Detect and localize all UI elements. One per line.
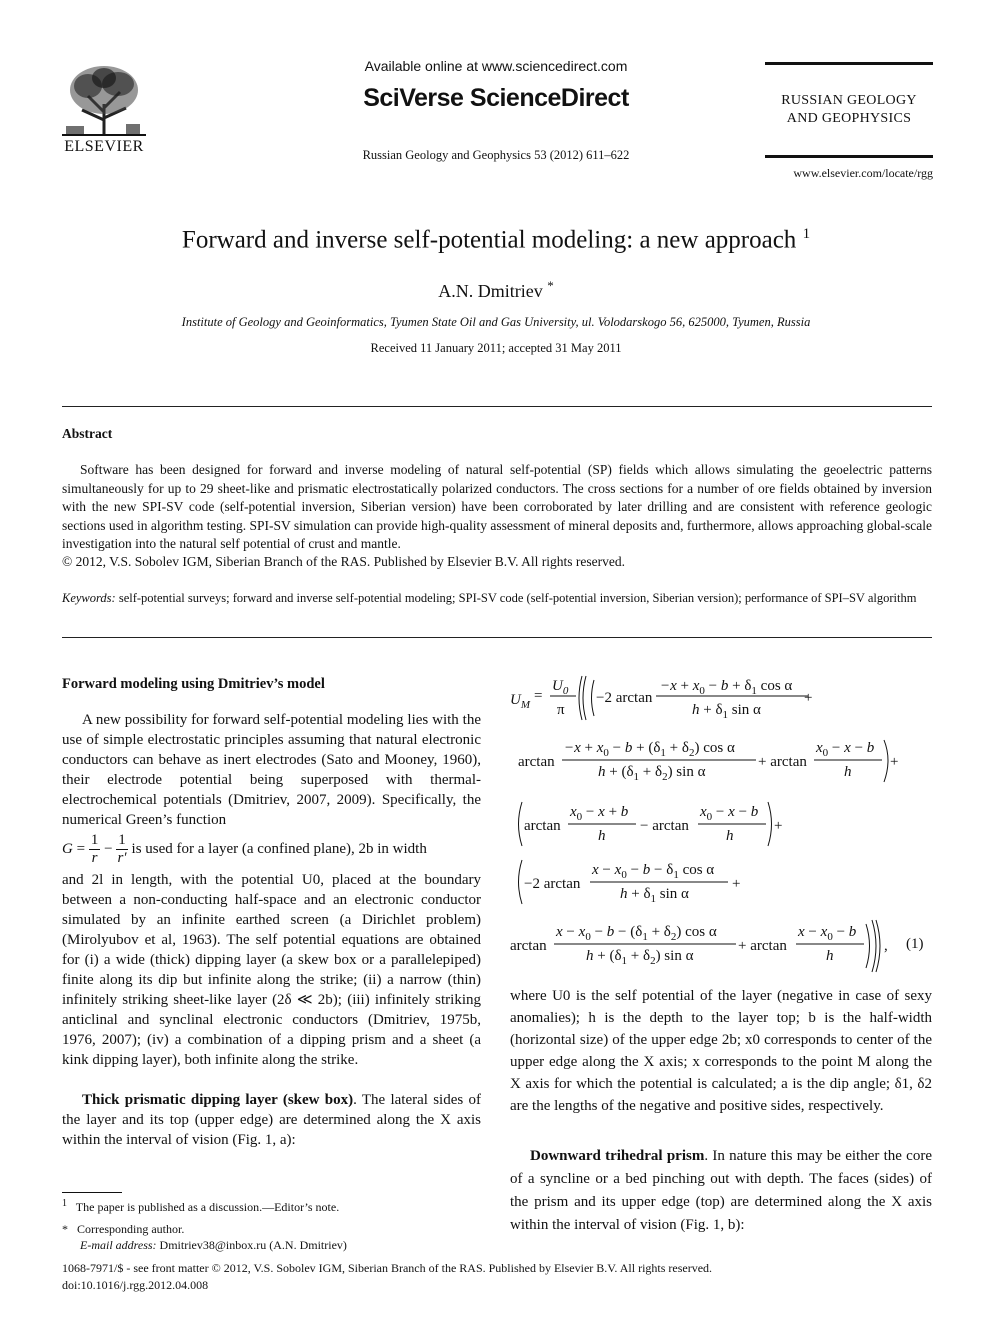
paragraph-4: [510, 1145, 932, 1237]
email-label: E-mail address:: [80, 1238, 157, 1252]
svg-text:− arctan: − arctan: [640, 818, 689, 834]
paragraph-1: A new possibility for forward self-potential modeling lies with the use of simple electrostatic principles assuming that natural electronic conductors can behave as inert electrodes (Sato and Mooney, 1960), their electrode potential being superposed with thermal-electrochemical potentials (Dmitriev, 2007, 2009). Specifically, the numerical Green’s function: [62, 712, 481, 828]
equation-1: [510, 666, 932, 976]
svg-text:h: h: [844, 764, 852, 780]
svg-text:+: +: [774, 818, 783, 834]
article-title: [60, 226, 932, 254]
paragraph-4-text: . In nature this may be either the core of a syncline or a bed pinching out with depth. The faces (sides) of the prism and its upper edge (top) are determined along the X axis within the interval of vision (Fig. 1, b):: [510, 1148, 932, 1233]
svg-text:,: ,: [884, 938, 888, 954]
section-heading: Forward modeling using Dmitriev’s model: [62, 676, 325, 692]
equation-number: (1): [906, 936, 924, 952]
paragraph-2: [62, 1090, 481, 1150]
keywords-label: Keywords:: [62, 591, 116, 605]
journal-url[interactable]: www.elsevier.com/locate/rgg: [793, 166, 933, 180]
svg-text:+ arctan: + arctan: [758, 754, 807, 770]
available-online: Available online at www.sciencedirect.com: [364, 58, 628, 74]
author-name[interactable]: A.N. Dmitriev: [438, 281, 543, 301]
front-matter-line: 1068-7971/$ - see front matter © 2012, V.S. Sobolev IGM, Siberian Branch of the RAS. Published by Elsevier B.V. All rights reserved.: [62, 1261, 713, 1275]
svg-text:arctan: arctan: [510, 938, 547, 954]
journal-rule-bottom: [765, 155, 933, 158]
svg-text:h: h: [726, 828, 734, 844]
paragraph-3: where U0 is the self potential of the layer (negative in case of sexy anomalies); h is the depth to the layer top; b is the half-width (horizontal size) of the upper edge 2b; x0 corresponds to center of the upper edge along the X axis; x corresponds to the point M along the X axis for which the potential is calculated; a is the dip angle; δ1, δ2 are the lengths of the negative and positive sides, respectively.: [510, 988, 932, 1114]
svg-text:−2 arctan: −2 arctan: [524, 876, 581, 892]
svg-text:+: +: [804, 690, 813, 706]
footnote-rule: [62, 1192, 122, 1193]
svg-text:−x + x0 − b + (δ1 + δ2) cos α: $-x + x_0 - b + (\delta_1 + \delta_2)$ cos α: [564, 740, 735, 759]
footnote-2: [62, 1221, 482, 1253]
svg-text:x − x0 − b − δ1 cos α: $x - x_0 - b - \delta_1$ cos α: [592, 862, 715, 881]
elsevier-wordmark: ELSEVIER: [64, 138, 144, 155]
corresponding-author-mark[interactable]: *: [547, 278, 554, 293]
svg-text:x0 − x − b: $x_0 - x - b$: [700, 804, 759, 823]
email-address[interactable]: Dmitriev38@inbox.ru (A.N. Dmitriev): [159, 1238, 347, 1252]
footnote-1: [62, 1196, 482, 1215]
abstract-text: Software has been designed for forward and inverse modeling of natural self-potential (SP) fields which allows simulating the geoelectric patterns simultaneously for up to 29 sheet-like and prismatic electrostatically polarized conductors. The cross sections for a number of ore fields obtained by inversion with the new SPI-SV code (self-potential inversion, Siberian version) have been corroborated by later drilling and are consistent with reference geologic sections used in algorithm testing. SPI-SV simulation can provide high-quality assessment of mineral deposits and, furthermore, allows approaching global-scale investigation into the natural self potential of crust and mantle.: [62, 462, 932, 551]
paragraph-2-text: . The lateral sides of the layer and its top (upper edge) are determined along the X axis within the interval of vision (Fig. 1, a):: [62, 1092, 481, 1148]
keywords-list: self-potential surveys; forward and inverse self-potential modeling; SPI-SV code (self-potential inversion, Siberian version); performance of SPI–SV algorithm: [118, 591, 917, 605]
equation-1-graphic: [510, 666, 932, 976]
sciencedirect-brand: SciVerse ScienceDirect: [363, 84, 629, 112]
affiliation: Institute of Geology and Geoinformatics, Tyumen State Oil and Gas University, ul. Volodarskogo 56, 625000, Tyumen, Russia: [181, 315, 811, 329]
title-footnote-mark[interactable]: 1: [802, 226, 811, 242]
svg-text:x0 − x + b: $x_0 - x + b$: [570, 804, 629, 823]
elsevier-logo: [58, 60, 150, 158]
svg-text:x − x0 − b: $x - x_0 - b$: [798, 924, 857, 943]
svg-text:+ arctan: + arctan: [738, 938, 787, 954]
journal-name: [765, 92, 933, 128]
svg-text:UM: $U_M$: [510, 692, 531, 711]
divider-bottom: [62, 637, 932, 638]
svg-text:+: +: [732, 876, 741, 892]
svg-text:=: =: [534, 688, 543, 704]
svg-text:h + (δ1 + δ2) sin α: $h + (\delta_1 + \delta_2)$ sin α: [598, 764, 706, 783]
greens-function-tail: is used for a layer (a confined plane), 2b in width: [131, 840, 427, 857]
paragraph-2-heading: Thick prismatic dipping layer (skew box): [82, 1092, 354, 1108]
journal-name-line-2: AND GEOPHYSICS: [786, 111, 912, 126]
svg-text:h: h: [598, 828, 606, 844]
svg-text:x0 − x − b: $x_0 - x - b$: [816, 740, 875, 759]
svg-text:arctan: arctan: [518, 754, 555, 770]
greens-function-line: G = $\frac{1}{r}$ − $\frac{1}{r'}$ is used for a layer (a confined plane), 2b in width: [62, 832, 427, 866]
article-title-text: Forward and inverse self-potential modeling: a new approach: [181, 226, 797, 254]
journal-rule-top: [765, 62, 933, 65]
footnote-1-text: The paper is published as a discussion.—Editor’s note.: [75, 1200, 340, 1214]
journal-citation: Russian Geology and Geophysics 53 (2012) 611–622: [362, 148, 630, 162]
fraction-1-over-r-prime: $\frac{1}{r'}$: [117, 832, 127, 866]
svg-text:h + δ1 sin α: $h + \delta_1$ sin α: [692, 702, 761, 721]
doi-link[interactable]: doi:10.1016/j.rgg.2012.04.008: [62, 1278, 209, 1292]
footnote-2-mark: *: [62, 1222, 68, 1236]
svg-text:arctan: arctan: [524, 818, 561, 834]
journal-name-line-1: RUSSIAN GEOLOGY: [781, 93, 917, 108]
divider-top: [62, 406, 932, 407]
paragraph-4-heading: Downward trihedral prism: [530, 1148, 705, 1164]
svg-text:h: h: [826, 948, 834, 964]
svg-text:π: π: [557, 702, 565, 718]
g-symbol: G: [62, 840, 73, 857]
svg-text:+: +: [890, 754, 899, 770]
footnote-2-text: Corresponding author.: [77, 1222, 185, 1236]
svg-text:U0: $U_0$: [552, 678, 569, 697]
footnote-1-mark: 1: [62, 1198, 67, 1209]
svg-text:h + δ1 sin α: $h + \delta_1$ sin α: [620, 886, 689, 905]
svg-text:h + (δ1 + δ2) sin α: $h + (\delta_1 + \delta_2)$ sin α: [586, 948, 694, 967]
abstract-copyright: © 2012, V.S. Sobolev IGM, Siberian Branch of the RAS. Published by Elsevier B.V. All rights reserved.: [62, 554, 625, 569]
svg-text:−x + x0 − b + δ1 cos α: $-x + x_0 - b + \delta_1$ cos α: [660, 678, 793, 697]
paragraph-1-continued: and 2l in length, with the potential U0, placed at the boundary between a non-conducting half-space and an electronic conductor simulated by an infinite earthed screen (a Dirichlet problem) (Mirolyubov et al, 1963). The self potential equations are obtained for (i) a wide (thick) dipping layer (a skew box or a parallelepiped) finite along its dip but infinite along the strike; (ii) a narrow (thin) infinitely striking sheet-like layer (2δ ≪ 2b); (iii) infinitely striking anticlinal and synclinal electronic conductors (Dmitriev, 1975b, 1976, 2007); (iv) a combination of a dipping prism and a sheet (a kink dipping layer), both infinite along the strike.: [62, 872, 481, 1068]
article-dates: Received 11 January 2011; accepted 31 May 2011: [370, 341, 622, 355]
keywords: [62, 590, 932, 607]
abstract-heading: Abstract: [62, 426, 113, 441]
fraction-1-over-r: $\frac{1}{r}$: [90, 832, 99, 866]
svg-text:x − x0 − b − (δ1 + δ2) cos α: $x - x_0 - b - (\delta_1 + \delta_2)$ cos α: [556, 924, 717, 943]
author-line: [60, 278, 932, 302]
svg-text:−2 arctan: −2 arctan: [596, 690, 653, 706]
